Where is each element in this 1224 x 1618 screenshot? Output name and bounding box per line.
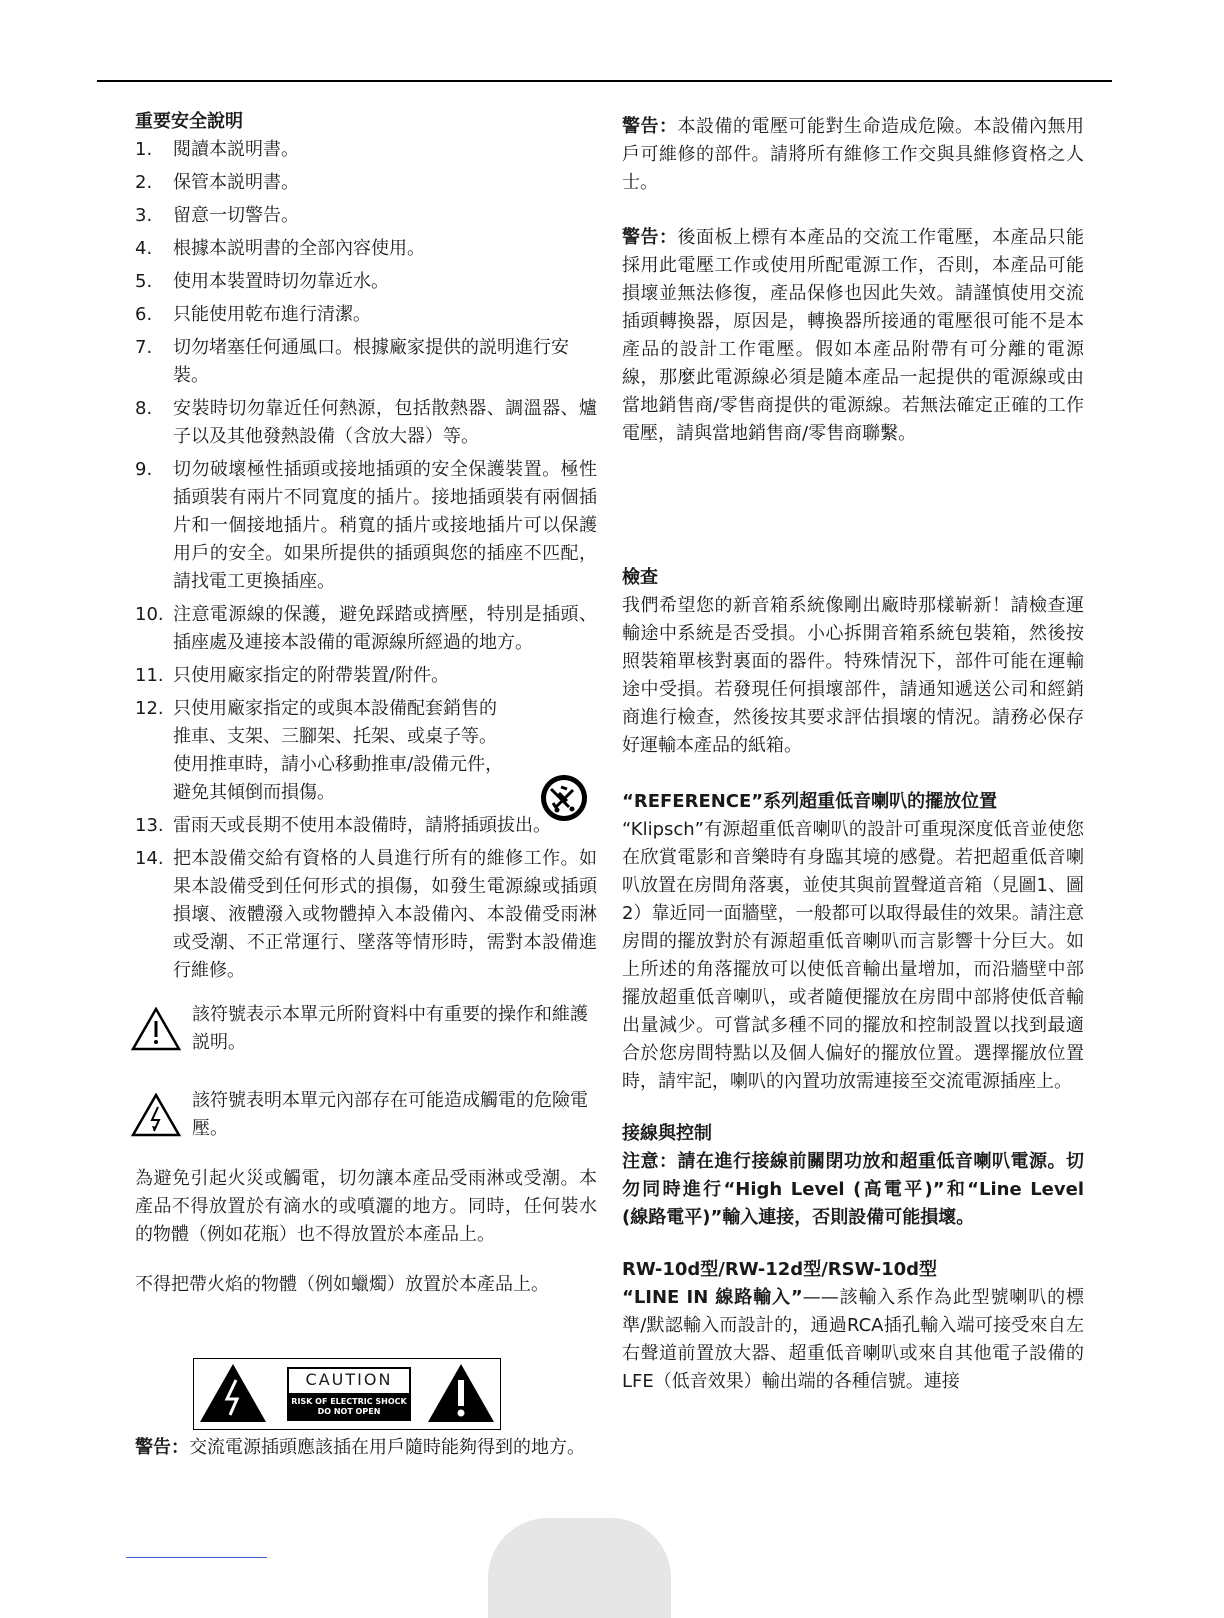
caution-label	[193, 1358, 501, 1430]
safety-title: 重要安全說明	[135, 111, 243, 132]
placement-title: “REFERENCE”系列超重低音喇叭的擺放位置	[622, 791, 998, 812]
fire-warning-paragraph: 為避免引起火災或觸電，切勿讓本產品受雨淋或受潮。本產品不得放置於有滴水的或噴灑的地方。同時，任何裝水的物體（例如花瓶）也不得放置於本產品上。	[135, 1168, 597, 1245]
safety-list	[135, 136, 597, 985]
cart-tipover-icon	[539, 773, 589, 823]
list-item: 12. 只使用廠家指定的或與本設備配套銷售的推車、支架、三腳架、托架、或桌子等。使用推車時，請小心移動推車/設備元件，避免其傾倒而損傷。	[135, 698, 504, 803]
exclamation-triangle-icon	[426, 1362, 496, 1424]
shock-symbol-note: 該符號表明本單元內部存在可能造成觸電的危險電壓。	[135, 1087, 597, 1143]
lightning-triangle-icon	[198, 1362, 268, 1424]
line-in-text: “LINE IN 線路輸入”——該輸入系作為此型號喇叭的標準/默認輸入而設計的，通過RCA插孔輸入端可接受來自左右聲道前置放大器、超重低音喇叭或來自其他電子設備的LFE（低音效果）輸出端的各種信號。連接	[622, 1287, 1085, 1392]
warning-triangle-icon	[131, 1007, 181, 1051]
right-column	[622, 113, 1084, 1396]
voltage-warning: 警告：本設備的電壓可能對生命造成危險。本設備內無用戶可維修的部件。請將所有維修工作交與具維修資格之人士。	[622, 116, 1084, 193]
inspection-title: 檢查	[622, 567, 658, 588]
footer-link-line	[126, 1557, 267, 1558]
wiring-title: 接線與控制	[622, 1123, 712, 1144]
list-item: 10. 注意電源線的保護，避免踩踏或擠壓，特別是插頭、插座處及連接本設備的電源線所經過的地方。	[135, 604, 597, 653]
attention-symbol-note: 該符號表示本單元所附資料中有重要的操作和維護説明。	[135, 1001, 597, 1057]
list-item: 9. 切勿破壞極性插頭或接地插頭的安全保護裝置。極性插頭裝有兩片不同寬度的插片。接地插頭裝有兩個插片和一個接地插片。稍寬的插片或接地插片可以保護用戶的安全。如果所提供的插頭與您的插座不匹配，請找電工更換插座。	[135, 459, 597, 592]
left-column	[135, 108, 597, 1299]
list-item: 5. 使用本裝置時切勿靠近水。	[135, 271, 389, 292]
list-item: 1. 閱讀本説明書。	[135, 139, 299, 160]
list-item: 14. 把本設備交給有資格的人員進行所有的維修工作。如果本設備受到任何形式的損傷，如發生電源線或插頭損壞、液體潑入或物體掉入本設備內、本設備受雨淋或受潮、不正常運行、墜落等情形時，需對本設備進行維修。	[135, 848, 597, 981]
list-item: 11. 只使用廠家指定的附帶裝置/附件。	[135, 665, 450, 686]
list-item: 3. 留意一切警告。	[135, 205, 299, 226]
caution-title: CAUTION	[287, 1367, 411, 1395]
list-item: 8. 安裝時切勿靠近任何熱源，包括散熱器、調溫器、爐子以及其他發熱設備（含放大器）等。	[135, 398, 597, 447]
lightning-triangle-icon	[131, 1093, 181, 1137]
list-item: 7. 切勿堵塞任何通風口。根據廠家提供的説明進行安裝。	[135, 337, 569, 386]
ac-voltage-warning: 警告：後面板上標有本產品的交流工作電壓，本產品只能採用此電壓工作或使用所配電源工作，否則，本產品可能損壞並無法修復，產品保修也因此失效。請謹慎使用交流插頭轉換器，原因是，轉換器所接通的電壓很可能不是本產品的設計工作電壓。假如本產品附帶有可分離的電源線，那麼此電源線必須是隨本產品一起提供的電源線或由當地銷售商/零售商提供的電源線。若無法確定正確的工作電壓，請與當地銷售商/零售商聯繫。	[622, 227, 1084, 444]
wiring-note: 注意：請在進行接線前關閉功放和超重低音喇叭電源。切勿同時進行“High Level (高電平)”和“Line Level (線路電平)”輸入連接，否則設備可能損壞。	[622, 1151, 1084, 1228]
flame-warning-paragraph: 不得把帶火焰的物體（例如蠟燭）放置於本產品上。	[135, 1274, 549, 1295]
list-item: 6. 只能使用乾布進行清潔。	[135, 304, 371, 325]
placement-text: “Klipsch”有源超重低音喇叭的設計可重現深度低音並使您在欣賞電影和音樂時有身臨其境的感覺。若把超重低音喇叭放置在房間角落裏，並使其與前置聲道音箱（見圖1、圖2）靠近同一面牆壁，一般都可以取得最佳的效果。請注意房間的擺放對於有源超重低音喇叭而言影響十分巨大。如上所述的角落擺放可以使低音輸出量增加，而沿牆壁中部擺放超重低音喇叭，或者隨便擺放在房間中部將使低音輸出量減少。可嘗試多種不同的擺放和控制設置以找到最適合於您房間特點以及個人偏好的擺放位置。選擇擺放位置時，請牢記，喇叭的內置功放需連接至交流電源插座上。	[622, 819, 1084, 1092]
page-number-tab	[488, 1518, 671, 1618]
list-item: 4. 根據本説明書的全部內容使用。	[135, 238, 425, 259]
models-title: RW-10d型/RW-12d型/RSW-10d型	[622, 1259, 938, 1280]
list-item: 2. 保管本説明書。	[135, 172, 299, 193]
plug-warning: 警告：交流電源插頭應該插在用戶隨時能夠得到的地方。	[135, 1437, 585, 1458]
inspection-text: 我們希望您的新音箱系統像剛出廠時那樣嶄新！請檢查運輸途中系統是否受損。小心拆開音箱系統包裝箱，然後按照裝箱單核對裏面的器件。特殊情況下，部件可能在運輸途中受損。若發現任何損壞部件，請通知遞送公司和經銷商進行檢查，然後按其要求評估損壞的情況。請務必保存好運輸本產品的紙箱。	[622, 595, 1084, 756]
caution-subtitle: RISK OF ELECTRIC SHOCK DO NOT OPEN	[287, 1395, 411, 1421]
list-item: 13. 雷雨天或長期不使用本設備時，請將插頭拔出。	[135, 815, 551, 836]
header-rule	[97, 80, 1112, 82]
